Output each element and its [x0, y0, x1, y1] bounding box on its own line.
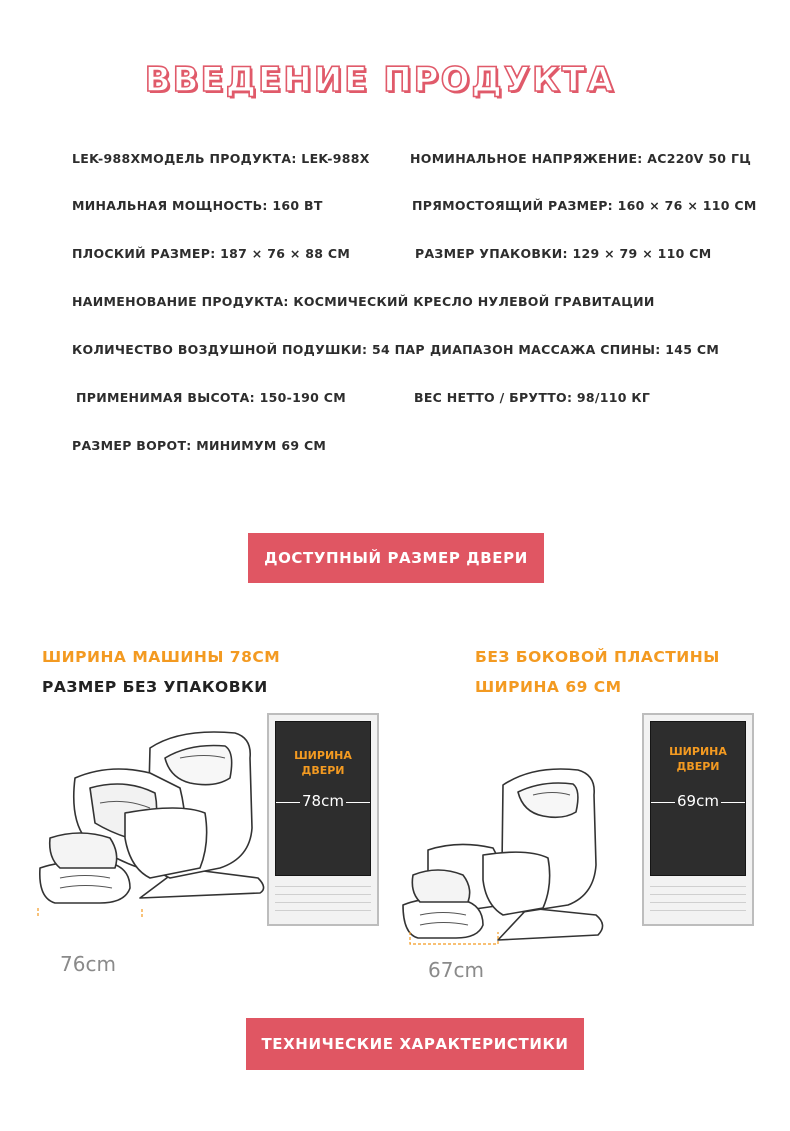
- spec-height: ПРИМЕНИМАЯ ВЫСОТА: 150-190 СМ: [76, 390, 346, 405]
- left-depth-marker: [38, 908, 142, 918]
- spec-upright-size: ПРЯМОСТОЯЩИЙ РАЗМЕР: 160 × 76 × 110 СМ: [412, 198, 757, 213]
- spec-gate-size: РАЗМЕР ВОРОТ: МИНИМУМ 69 СМ: [72, 438, 327, 453]
- left-door-steps: [275, 882, 371, 918]
- spec-model: LEK-988XМОДЕЛЬ ПРОДУКТА: LEK-988X: [72, 151, 370, 166]
- right-no-side-plate-heading: БЕЗ БОКОВОЙ ПЛАСТИНЫ: [475, 648, 720, 666]
- left-door-frame: [267, 713, 379, 926]
- page-title: ВВЕДЕНИЕ ПРОДУКТА: [144, 60, 616, 100]
- spec-back-range: ДИАПАЗОН МАССАЖА СПИНЫ: 145 СМ: [430, 342, 720, 357]
- spec-flat-size: ПЛОСКИЙ РАЗМЕР: 187 × 76 × 88 СМ: [72, 246, 351, 261]
- right-massage-chair-illustration: [398, 760, 618, 950]
- door-size-banner: ДОСТУПНЫЙ РАЗМЕР ДВЕРИ: [248, 533, 544, 583]
- spec-airbags: КОЛИЧЕСТВО ВОЗДУШНОЙ ПОДУШКИ: 54 ПАР: [72, 342, 425, 357]
- spec-weight: ВЕС НЕТТО / БРУТТО: 98/110 КГ: [414, 390, 651, 405]
- right-door-label-1: ШИРИНА: [669, 745, 727, 758]
- spec-product-name: НАИМЕНОВАНИЕ ПРОДУКТА: КОСМИЧЕСКИЙ КРЕСЛО НУЛЕВОЙ ГРАВИТАЦИИ: [72, 294, 655, 309]
- right-door-label-2: ДВЕРИ: [676, 760, 720, 773]
- right-chair-depth-value: 67cm: [428, 958, 484, 982]
- right-door-frame: [642, 713, 754, 926]
- left-door-label-2: ДВЕРИ: [301, 764, 345, 777]
- right-door-panel: [650, 721, 746, 876]
- left-massage-chair-illustration: [30, 718, 270, 918]
- right-width-heading: ШИРИНА 69 СМ: [475, 678, 622, 696]
- left-door-label-1: ШИРИНА: [294, 749, 352, 762]
- right-door-steps: [650, 882, 746, 918]
- left-door-width-value: 78cm: [302, 792, 344, 810]
- left-door-panel: [275, 721, 371, 876]
- spec-voltage: НОМИНАЛЬНОЕ НАПРЯЖЕНИЕ: AC220V 50 ГЦ: [410, 151, 752, 166]
- tech-specs-banner: ТЕХНИЧЕСКИЕ ХАРАКТЕРИСТИКИ: [246, 1018, 584, 1070]
- right-door-width-value: 69cm: [677, 792, 719, 810]
- spec-package-size: РАЗМЕР УПАКОВКИ: 129 × 79 × 110 СМ: [415, 246, 712, 261]
- left-unpacked-heading: РАЗМЕР БЕЗ УПАКОВКИ: [42, 678, 268, 696]
- spec-power: МИНАЛЬНАЯ МОЩНОСТЬ: 160 ВТ: [72, 198, 323, 213]
- left-machine-width-heading: ШИРИНА МАШИНЫ 78СМ: [42, 648, 281, 666]
- left-chair-depth-value: 76cm: [60, 952, 116, 976]
